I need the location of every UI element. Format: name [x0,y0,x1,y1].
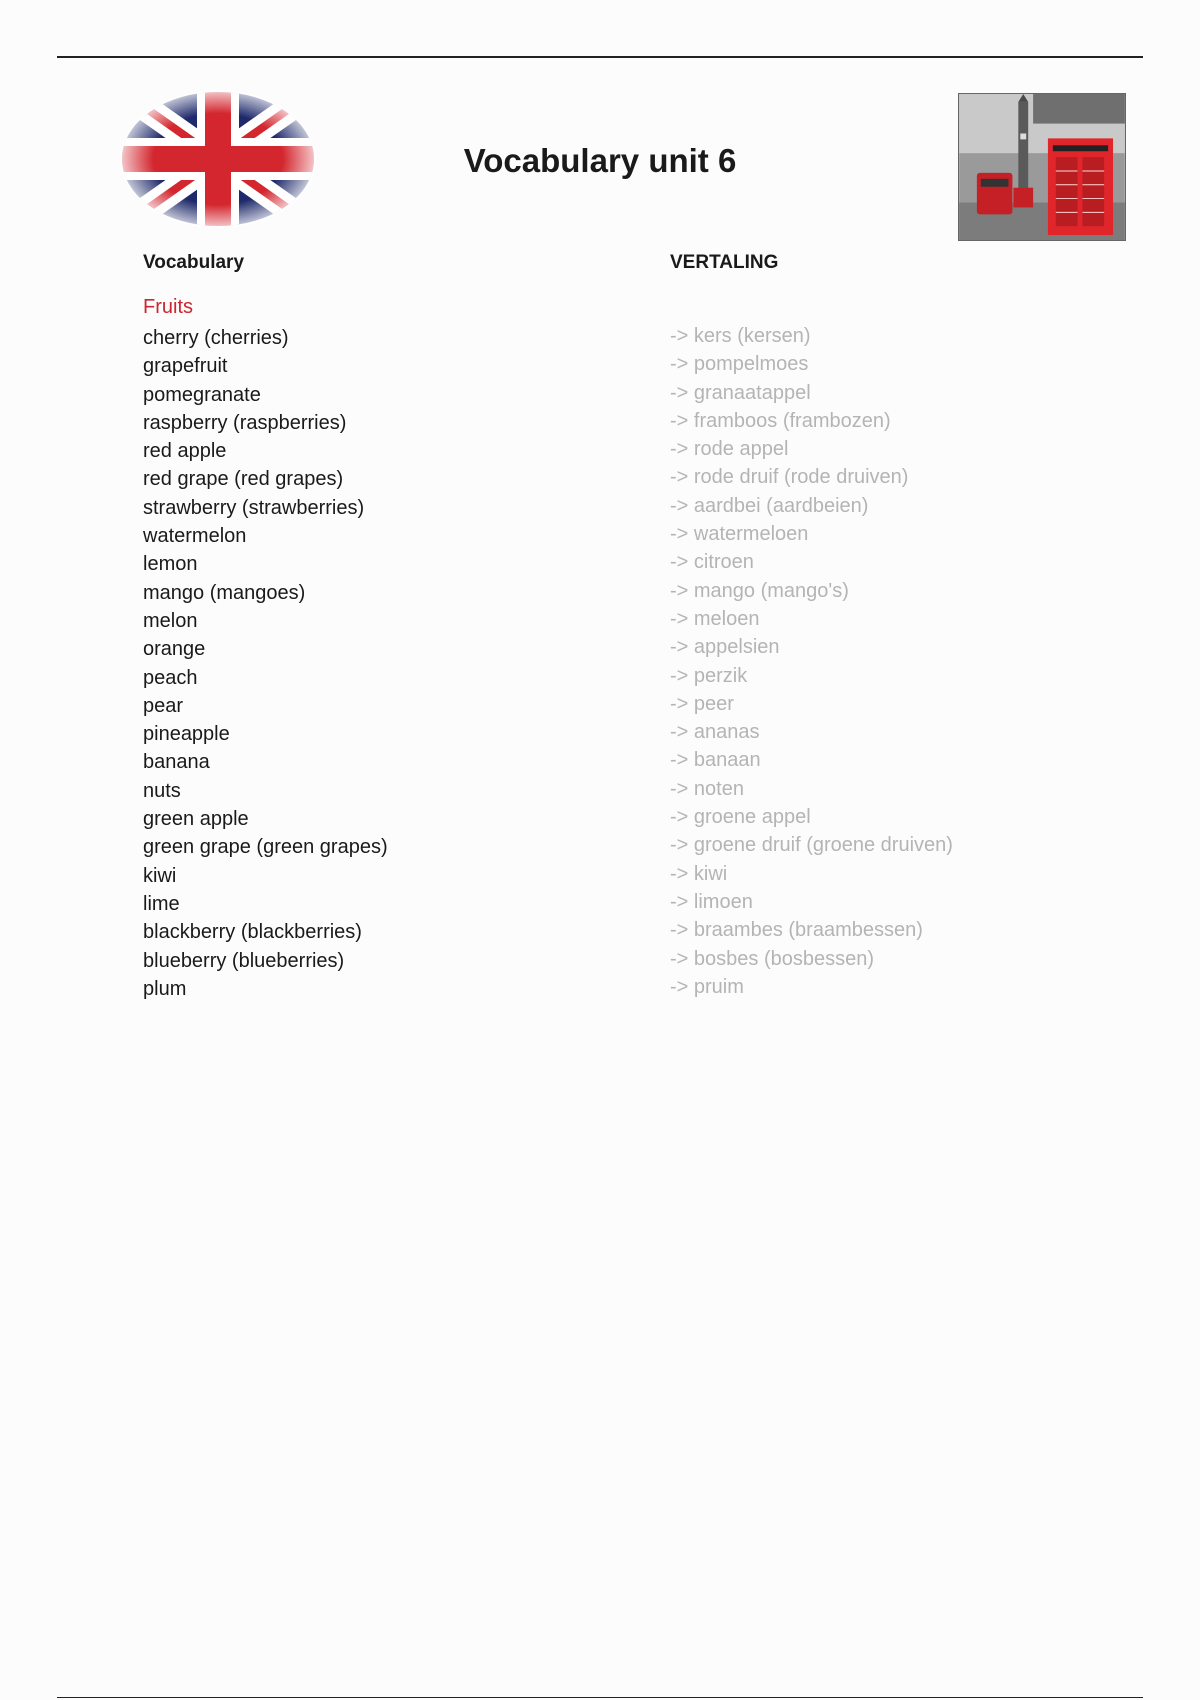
vocab-word: raspberry (raspberries) [143,411,347,434]
list-item [143,522,1103,550]
list-item [143,862,1103,890]
vocab-translation: -> pompelmoes [670,353,809,376]
vocab-translation: -> framboos (frambozen) [670,409,891,432]
vocab-translation: -> aardbei (aardbeien) [670,494,869,517]
vocab-translation: -> rode appel [670,438,789,461]
vocab-word: watermelon [143,525,247,548]
vocab-word: melon [143,609,198,632]
vocab-translation: -> braambes (braambessen) [670,919,923,942]
vocab-word: lime [143,892,180,915]
vocab-word: blackberry (blackberries) [143,921,362,944]
list-item [143,664,1103,692]
list-item [143,607,1103,635]
list-item [143,720,1103,748]
vocab-translation: -> groene druif (groene druiven) [670,834,953,857]
vocab-word: red grape (red grapes) [143,468,344,491]
list-item [143,465,1103,493]
vocab-word: grapefruit [143,355,228,378]
vocab-word: orange [143,638,206,661]
list-item [143,324,1103,352]
vocab-word: nuts [143,779,181,802]
list-item [143,890,1103,918]
list-item [143,409,1103,437]
vocab-translation: -> peer [670,692,734,715]
vocab-word: pomegranate [143,383,261,406]
vocab-translation: -> kiwi [670,862,728,885]
vocab-word: pineapple [143,723,230,746]
list-item [143,833,1103,861]
vocab-translation: -> noten [670,777,744,800]
list-item [143,975,1103,1003]
vocab-word: mango (mangoes) [143,581,306,604]
vocab-translation: -> kers (kersen) [670,325,811,347]
vocab-translation: -> rode druif (rode druiven) [670,466,909,489]
vocab-word: cherry (cherries) [143,327,289,349]
list-item [143,777,1103,805]
bottom-divider [57,1697,1143,1698]
list-item [143,579,1103,607]
list-item [143,947,1103,975]
vocab-word: kiwi [143,864,177,887]
vocab-translation: -> meloen [670,607,760,630]
list-item [143,381,1103,409]
list-item [143,352,1103,380]
vocab-word: red apple [143,440,227,463]
column-header-vocabulary: Vocabulary [143,252,245,273]
vocab-translation: -> groene appel [670,806,811,829]
top-divider [57,56,1143,58]
vocab-translation: -> bosbes (bosbessen) [670,947,875,970]
list-item [143,918,1103,946]
vocab-word: green grape (green grapes) [143,836,388,859]
vocab-translation: -> limoen [670,890,753,913]
list-item [143,635,1103,663]
vocabulary-list [143,324,1103,1003]
page-title: Vocabulary unit 6 [463,142,737,179]
union-jack-flag-icon [120,90,316,228]
vocab-word: plum [143,977,187,1000]
vocab-translation: -> citroen [670,551,754,574]
vocab-word: lemon [143,553,198,576]
list-item [143,748,1103,776]
vocab-word: peach [143,666,198,689]
vocab-word: green apple [143,808,249,831]
vocab-word: blueberry (blueberries) [143,949,345,972]
vocab-translation: -> watermeloen [670,523,809,546]
column-header-translation: VERTALING [670,252,779,273]
london-phone-booth-big-ben-photo [958,93,1126,241]
vocab-translation: -> ananas [670,721,760,744]
list-item [143,550,1103,578]
vocab-word: pear [143,694,184,717]
category-heading: Fruits [143,296,193,318]
vocab-translation: -> pruim [670,975,744,998]
vocab-translation: -> banaan [670,749,761,772]
vocab-translation: -> granaatappel [670,381,811,404]
vocab-word: strawberry (strawberries) [143,496,365,519]
list-item [143,494,1103,522]
vocab-translation: -> mango (mango's) [670,579,849,602]
vocab-word: banana [143,751,210,774]
list-item [143,692,1103,720]
list-item [143,437,1103,465]
vocab-translation: -> perzik [670,664,748,687]
list-item [143,805,1103,833]
vocab-translation: -> appelsien [670,636,780,659]
